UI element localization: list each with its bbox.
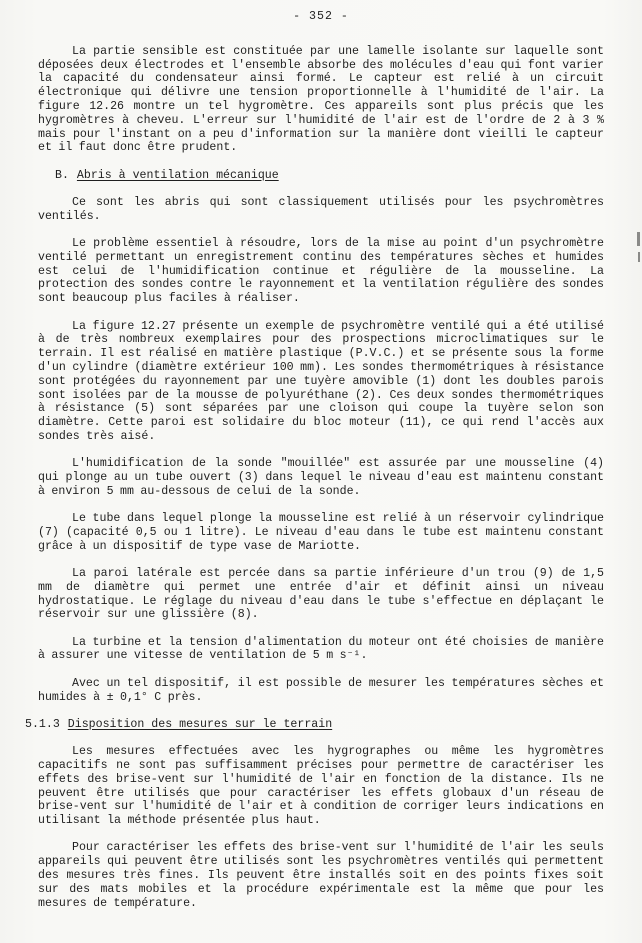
- section-heading-5-1-3-prefix: 5.1.3: [25, 717, 60, 731]
- section-heading-b-title: Abris à ventilation mécanique: [76, 168, 279, 182]
- section-heading-b: [55, 169, 604, 183]
- paragraph-precision-mesure: Avec un tel dispositif, il est possible de mesurer les températures sèches et humides à ± 0,1° C près.: [38, 676, 604, 704]
- paragraph-mesures-hygrographes: Les mesures effectuées avec les hygrographes ou même les hygromètres capacitifs ne sont pas suffisamment précises pour permettre de caractériser les effets des brise-vent sur l'humidité de l'air en fonction de la distance. Ils ne peuvent être utilisés que pour caractériser les effets globaux d'un réseau de brise-vent sur l'humidité de l'air et à condition de corriger leurs indications en utilisant la méthode présentée plus haut.: [38, 745, 604, 828]
- page-number: - 352 -: [293, 10, 349, 23]
- section-heading-5-1-3-title: Disposition des mesures sur le terrain: [67, 717, 333, 731]
- section-heading-b-prefix: B.: [55, 168, 69, 182]
- scan-artifact: [637, 232, 640, 246]
- scan-artifact: [638, 252, 640, 262]
- paragraph-probleme-essentiel: Le problème essentiel à résoudre, lors de la mise au point d'un psychromètre ventilé permettant un enregistrement continu des températures sèches et humides est celui de l'humidification continue et régulière de la mousseline. La protection des sondes contre le rayonnement et la ventilation régulière des sondes sont beaucoup plus faciles à réaliser.: [38, 237, 604, 306]
- section-heading-5-1-3: [25, 718, 604, 732]
- paragraph-sensor-description: La partie sensible est constituée par une lamelle isolante sur laquelle sont déposées deux électrodes et l'ensemble absorbe des molécules d'eau qui font varier la capacité du condensateur ainsi formé. Le capteur est relié à un circuit électronique qui délivre une tension proportionnelle à l'humidité de l'air. La figure 12.26 montre un tel hygromètre. Ces appareils sont plus précis que les hygromètres à cheveu. L'erreur sur l'humidité de l'air est de l'ordre de 2 à 3 % mais pour l'instant on a peu d'information sur la manière dont vieilli le capteur et il faut donc être prudent.: [38, 44, 604, 155]
- paragraph-turbine-ventilation: La turbine et la tension d'alimentation du moteur ont été choisies de manière à assurer une vitesse de ventilation de 5 m s⁻¹.: [38, 635, 604, 663]
- paragraph-tube-reservoir: Le tube dans lequel plonge la mousseline est relié à un réservoir cylindrique (7) (capacité 0,5 ou 1 litre). Le niveau d'eau dans le tube est maintenu constant grâce à un dispositif de type vase de Mariotte.: [38, 512, 604, 553]
- paragraph-paroi-laterale: La paroi latérale est percée dans sa partie inférieure d'un trou (9) de 1,5 mm de diamètre qui permet une entrée d'air et définit ainsi un niveau hydrostatique. Le réglage du niveau d'eau dans le tube s'effectue en déplaçant le réservoir sur une glissière (8).: [38, 567, 604, 622]
- paragraph-psychrometres-terrain: Pour caractériser les effets des brise-vent sur l'humidité de l'air les seuls appareils qui peuvent être utilisés sont les psychromètres ventilés qui permettent des mesures très fines. Ils peuvent être installés soit en des points fixes soit sur des mats mobiles et la procédure expérimentale est la même que pour les mesures de température.: [38, 841, 604, 910]
- paragraph-humidification-sonde: L'humidification de la sonde "mouillée" est assurée par une mousseline (4) qui plonge au un tube ouvert (3) dans lequel le niveau d'eau est maintenu constant à environ 5 mm au-dessous de celui de la sonde.: [38, 457, 604, 498]
- paragraph-abris-intro: Ce sont les abris qui sont classiquement utilisés pour les psychromètres ventilés.: [38, 195, 604, 223]
- paragraph-figure-12-27: La figure 12.27 présente un exemple de psychromètre ventilé qui a été utilisé à de très nombreux exemplaires pour des prospections microclimatiques sur le terrain. Il est réalisé en matière plastique (P.V.C.) et se présente sous la forme d'un cylindre (diamètre extérieur 100 mm). Les sondes thermométriques à résistance sont protégées du rayonnement par une tuyère amovible (1) dont les doubles parois sont isolées par de la mousse de polyuréthane (2). Ces deux sondes thermométriques à résistance (5) sont séparées par une cloison qui coupe la tuyère selon son diamètre. Cette paroi est solidaire du bloc moteur (11), ce qui rend l'accès aux sondes très aisé.: [38, 319, 604, 443]
